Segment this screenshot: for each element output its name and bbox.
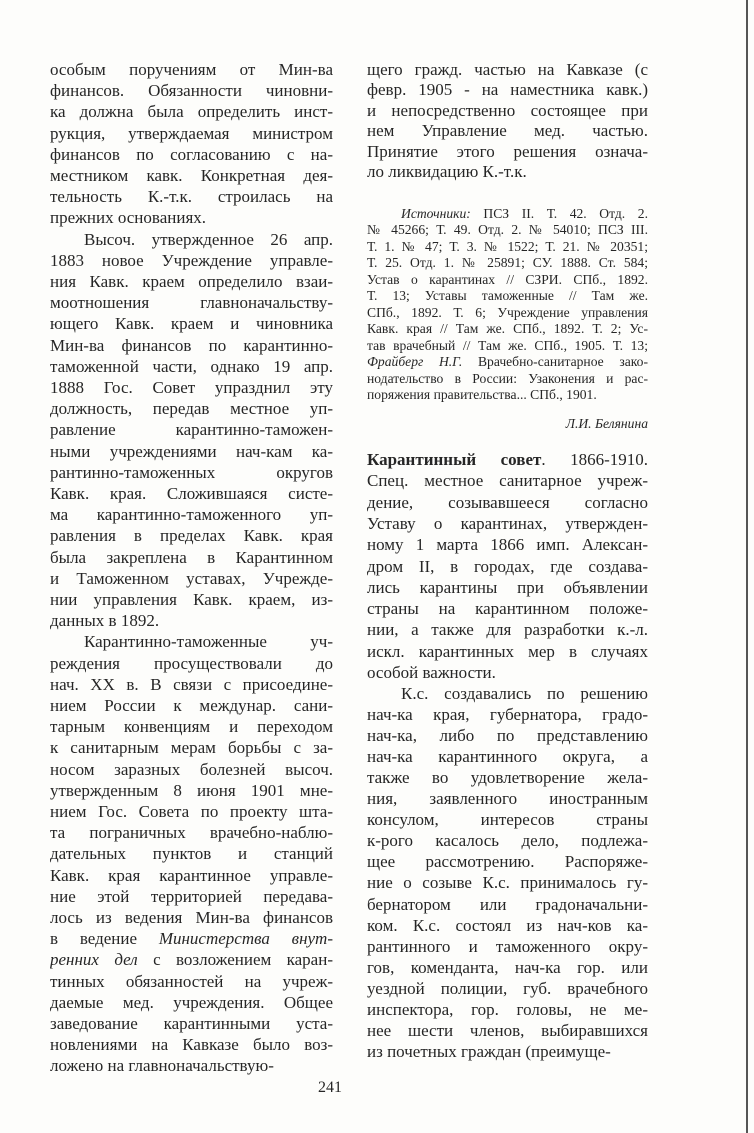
text-line: заведование карантинными уста-	[50, 1014, 333, 1033]
text-line: ложено на главноначальствую-	[50, 1056, 274, 1076]
text-line: рукция, утверждаемая министром	[50, 123, 333, 143]
text-line: страны на карантинном положе-	[367, 599, 648, 619]
text-line: ма карантинно-таможенного уп-	[50, 505, 333, 525]
text-segment: в ведение	[50, 929, 159, 949]
text-line: тинных обязанностей на учреж-	[50, 971, 333, 991]
text-line: нем Управление мед. частью.	[367, 121, 648, 141]
text-line: ком. К.с. состоял из нач-ков ка-	[367, 915, 648, 935]
text-line: и непосредственно состоящее при	[367, 100, 648, 120]
text-line: искл. карантинных мер в случаях	[367, 641, 648, 661]
text-line: Мин-ва финансов по карантинно-	[50, 335, 333, 355]
text-line	[50, 949, 333, 971]
text-line: ние о созыве К.с. принималось гу-	[367, 873, 648, 893]
text-line: К.с. создавались по решению	[401, 684, 648, 703]
text-line: особой важности.	[367, 663, 496, 682]
text-line: финансов по согласованию с на-	[50, 144, 333, 164]
text-segment: ПСЗ II. Т. 42. Отд. 2.	[470, 205, 648, 221]
text-line: новлениями на Кавказе было воз-	[50, 1035, 333, 1055]
text-line: из почетных граждан (преимуще-	[367, 1041, 611, 1061]
text-line: должность, передав местное уп-	[50, 399, 333, 419]
author-signature: Л.И. Белянина	[565, 416, 648, 431]
text-line: поряжения правительства... СПб., 1901.	[367, 387, 597, 402]
text-line: рантинного и таможенного окру-	[367, 936, 648, 956]
text-line: к-рого касалось дело, подлежа-	[367, 831, 648, 851]
text-line: прежних основаниях.	[50, 208, 207, 228]
text-line: лось из ведения Мин-ва финансов	[50, 908, 333, 927]
text-line: нии управления Кавк. краем, из-	[50, 590, 333, 609]
text-line: утвержденным 8 июня 1901 мне-	[50, 780, 333, 800]
text-line: уездной полиции, губ. врачебного	[367, 978, 648, 998]
text-line: Кавк. края // Там же. СПб., 1892. Т. 2; Ус-	[367, 321, 648, 336]
text-line: равления в пределах Кавк. края	[50, 526, 333, 546]
text-line: носом заразных болезней высоч.	[50, 759, 333, 779]
text-line: бернатором или градоначальни-	[367, 894, 648, 914]
text-line: Кавк. края карантинное управле-	[50, 865, 333, 885]
text-line: моотношения главноначальству-	[50, 293, 333, 313]
text-line: равление карантинно-таможен-	[50, 420, 333, 440]
text-line: нач-ка, либо по представлению	[367, 726, 648, 746]
text-line: инспектора, гор. головы, не ме-	[367, 999, 648, 1019]
text-segment: с возложением каран-	[137, 950, 333, 970]
text-line: финансов. Обязанности чиновни-	[50, 81, 333, 101]
scan-edge-divider	[746, 0, 748, 1133]
text-line: таможенной части, однако 19 апр.	[50, 356, 333, 376]
text-line: нием России к междунар. сани-	[50, 696, 333, 715]
text-line: ка должна была определить инст-	[50, 102, 333, 122]
text-line: СПб., 1892. Т. 6; Учреждение управления	[367, 304, 648, 320]
text-line: февр. 1905 - на наместника кавк.)	[367, 80, 648, 100]
text-line: Т. 13; Уставы таможенные // Там же.	[367, 288, 648, 303]
text-line	[367, 353, 648, 370]
text-line: нач. XX в. В связи с присоедине-	[50, 674, 333, 694]
text-line	[367, 449, 648, 471]
text-line: также во удовлетворение жела-	[367, 768, 648, 788]
text-line: тарным конвенциям и переходом	[50, 717, 333, 737]
text-line: Т. 1. № 47; Т. 3. № 1522; Т. 21. № 20351;	[367, 238, 648, 254]
text-line: ющего Кавк. краем и чиновника	[50, 314, 333, 334]
text-line: тав врачебный // Там же. СПб., 1905. Т. 13;	[367, 337, 648, 353]
text-line: ному 1 марта 1866 имп. Алексан-	[367, 535, 648, 555]
text-line: 1883 новое Учреждение управле-	[50, 250, 333, 270]
text-line: дение, созывавшееся согласно	[367, 492, 648, 512]
text-line: № 45266; Т. 49. Отд. 2. № 54010; ПСЗ III.	[367, 222, 648, 237]
text-line	[50, 928, 333, 950]
text-line: консулом, интересов страны	[367, 810, 648, 830]
text-line: реждения просуществовали до	[50, 653, 333, 673]
text-line: Кавк. края. Сложившаяся систе-	[50, 484, 333, 503]
text-line: ло ликвидацию К.-т.к.	[367, 162, 527, 181]
text-line: Карантинно-таможенные уч-	[84, 632, 333, 652]
italic-text: Министерства внут-	[158, 929, 333, 949]
text-line: лись карантины при объявлении	[367, 577, 648, 597]
text-line: тельность К.-т.к. строилась на	[50, 187, 333, 207]
italic-text: Источники:	[401, 205, 471, 221]
text-line: гов, коменданта, нач-ка гор. или	[367, 957, 648, 977]
text-line: нодательство в России: Узаконения и рас-	[367, 370, 648, 386]
text-line: щего гражд. частью на Кавказе (с	[367, 60, 648, 79]
text-line: дром II, в городах, где создава-	[367, 556, 648, 576]
text-line: особым поручениям от Мин-ва	[50, 60, 333, 79]
text-line: Уставу о карантинах, утвержден-	[367, 513, 648, 533]
text-segment: Врачебно-санитарное зако-	[462, 354, 648, 369]
text-line: рантинно-таможенных округов	[50, 462, 333, 482]
article-title: Карантинный совет	[367, 450, 542, 469]
text-line: ными учреждениями нач-кам ка-	[50, 441, 333, 461]
text-line: местником кавк. Конкретная дея-	[50, 166, 333, 185]
text-line: нач-ка карантинного округа, а	[367, 747, 648, 767]
text-line: нием Гос. Совета по проекту шта-	[50, 802, 333, 821]
text-line: нее шести членов, выбиравшихся	[367, 1020, 648, 1040]
text-line: была закреплена в Карантинном	[50, 547, 333, 567]
text-line: ния, заявленного иностранным	[367, 789, 648, 809]
text-segment: . 1866-1910.	[541, 450, 648, 469]
text-line: ние этой территорией передава-	[50, 886, 333, 906]
text-line: нии, а также для разработки к.-л.	[367, 620, 648, 640]
text-line: Спец. местное санитарное учреж-	[367, 471, 648, 491]
text-line: Устав о карантинах // СЗРИ. СПб., 1892.	[367, 271, 648, 287]
page-number: 241	[318, 1079, 342, 1096]
text-line: щее рассмотрению. Распоряже-	[367, 852, 648, 872]
text-line: данных в 1892.	[50, 611, 160, 631]
text-line: Высоч. утвержденное 26 апр.	[84, 229, 333, 249]
text-line: Принятие этого решения означа-	[367, 141, 648, 161]
text-line: к санитарным мерам борьбы с за-	[50, 738, 333, 758]
text-line: дательных пунктов и станций	[50, 844, 333, 864]
text-line	[401, 205, 648, 222]
text-line: и Таможенном уставах, Учрежде-	[50, 568, 333, 588]
text-line: 1888 Гос. Совет упразднил эту	[50, 378, 333, 397]
italic-text: Фрайберг Н.Г.	[367, 354, 463, 369]
text-line: та пограничных врачебно-наблю-	[50, 823, 333, 843]
text-line: даемые мед. учреждения. Общее	[50, 992, 333, 1012]
italic-text: ренних дел	[50, 950, 138, 970]
text-line: Т. 25. Отд. 1. № 25891; СУ. 1888. Ст. 584;	[367, 255, 648, 270]
text-line: нач-ка края, губернатора, градо-	[367, 705, 648, 725]
text-line: ния Кавк. краем определило взаи-	[50, 272, 333, 291]
